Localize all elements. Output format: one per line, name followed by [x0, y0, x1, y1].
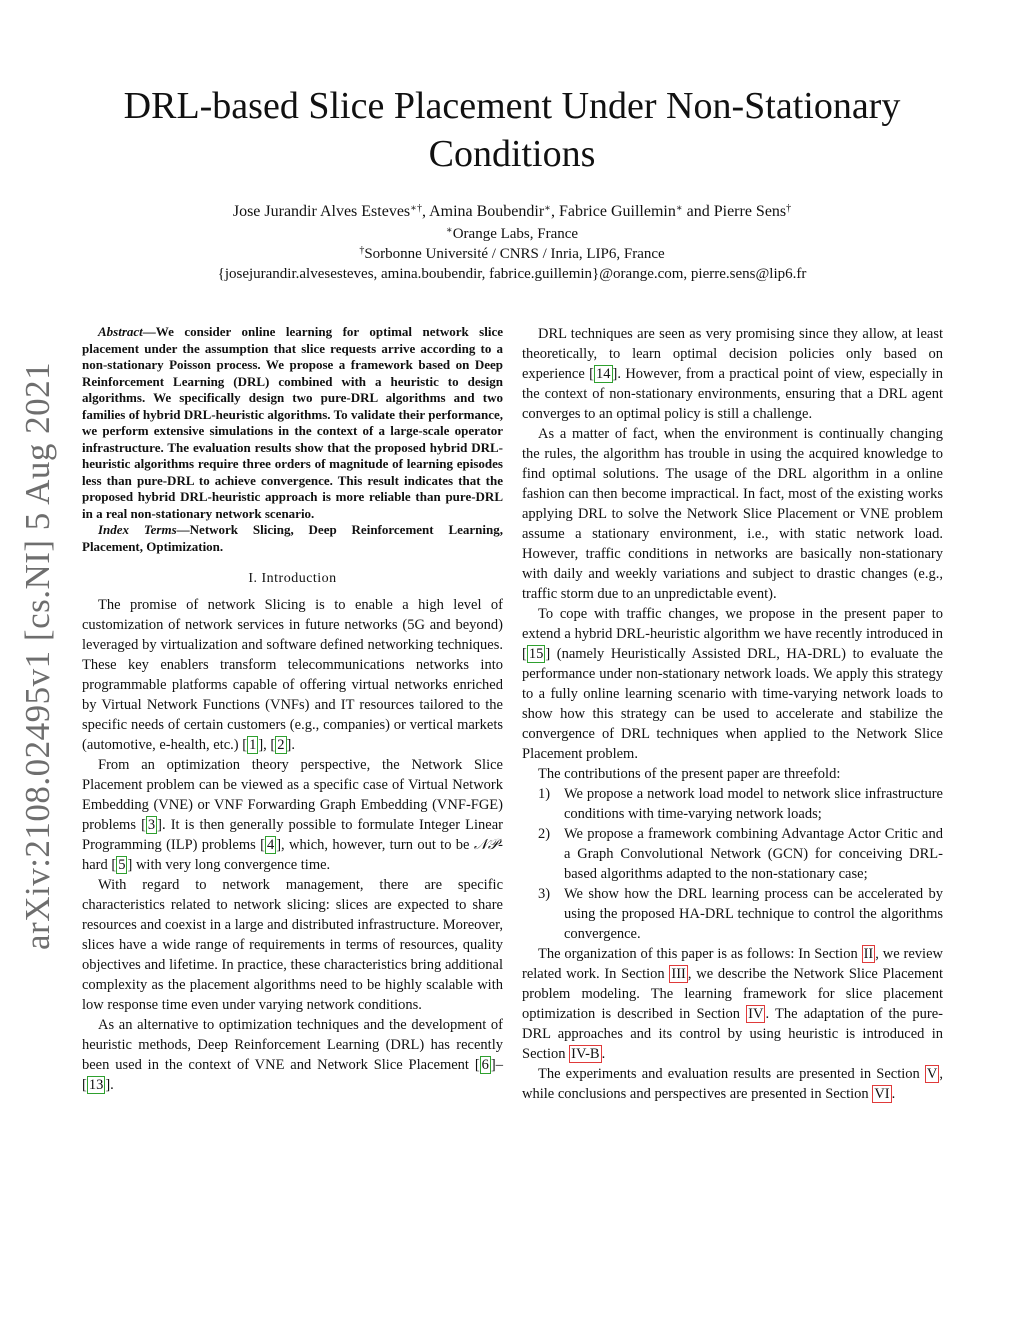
author-3: , Fabrice Guillemin [550, 203, 676, 220]
right-paragraph-1: DRL techniques are seen as very promising since they allow, at least theoretically, to learn optimal decision policies only based on experience [ 14 ]. However, from a practical point of view, especially in the context of non-stationary environments, ensuring that a DRL agent converges to an optimal policy is still a challenge. [522, 326, 943, 422]
citation-5[interactable]: 5 [118, 857, 126, 873]
org-text-c: , we describe the Network Slice Placement problem modeling. The learning framework for slice placement optimization is described in Section [522, 966, 943, 1022]
citation-4[interactable]: 4 [266, 837, 275, 853]
section-link-V[interactable]: V [926, 1066, 938, 1082]
author-list [60, 202, 964, 222]
intro-paragraph-4: As an alternative to optimization techniques and the development of heuristic methods, Deep Reinforcement Learning (DRL) has recently been used in the context of VNE and Network Slice Placement [ 6 ]–[ 13 ]. [82, 1017, 503, 1093]
intro-p2-text-e: with very long convergence time. [132, 857, 331, 873]
title-line-2: Conditions [428, 133, 596, 175]
org-text-a: The organization of this paper is as follows: In Section [538, 946, 862, 962]
org-text-b: , we review related work. In Section [522, 946, 943, 982]
title-line-1: DRL-based Slice Placement Under Non-Stationary [123, 85, 901, 127]
author-2-mark: ∗ [544, 203, 551, 214]
intro-paragraph-3: With regard to network management, there are specific characteristics related to network slicing: slices are expected to share resources and coexist in a large and distributed infrastructure. Moreover, slices have a wide range of requirements in terms of resources, quality objectives and lifetime. In practice, these characteristics bring additional complexity as the placement algorithms need to be highly scalable with low response time even under varying network conditions. [82, 877, 503, 1013]
citation-3[interactable]: 3 [147, 817, 156, 833]
affiliation-2 [60, 244, 964, 264]
organization-paragraph [522, 944, 943, 1064]
intro-paragraph-2: From an optimization theory perspective, the Network Slice Placement problem can be viewed as a specific case of Virtual Network Embedding (VNE) or VNF Forwarding Graph Embedding (VNF-FGE) problems [ 3 ]. It is then generally possible to formulate Integer Linear Programming (ILP) problems [ 4 ], which, however, turn out to be 𝒩𝒫-hard [ 5 ] with very long convergence time. [82, 757, 503, 873]
contribution-text: We show how the DRL learning process can be accelerated by using the proposed HA-DRL technique to control the algorithms convergence. [564, 886, 943, 942]
exp-text-b: , while conclusions and perspectives are presented in Section [522, 1066, 943, 1102]
author-3-mark: ∗ [675, 203, 683, 214]
index-terms [82, 522, 503, 555]
index-terms-label: Index Terms [98, 522, 177, 537]
citation-14[interactable]: 14 [596, 366, 611, 382]
contribution-number: 1) [538, 786, 551, 802]
contribution-item [522, 884, 943, 944]
arxiv-identifier: arXiv:2108.02495v1 [cs.NI] 5 Aug 2021 [18, 361, 57, 950]
intro-p4-text: As an alternative to optimization techniques and the development of heuristic methods, Deep Reinforcement Learning (DRL) has recently been used in the context of VNE and Network Slice Placement [82, 1017, 503, 1073]
author-emails: {josejurandir.alvesesteves, amina.boubendir, fabrice.guillemin}@orange.com, pierre.sens@lip6.fr [217, 266, 807, 282]
section-link-II[interactable]: II [863, 946, 874, 962]
contribution-number: 2) [538, 826, 551, 842]
author-4: and Pierre Sens [682, 203, 787, 220]
index-terms-text: —Network Slicing, Deep Reinforcement Learning, Placement, Optimization. [82, 522, 503, 554]
citation-6[interactable]: 6 [481, 1057, 489, 1073]
paper-title [60, 82, 964, 178]
affiliation-1-text: Orange Labs, France [452, 226, 579, 242]
contribution-text: We propose a framework combining Advantage Actor Critic and a Graph Convolutional Network (GCN) for conceiving DRL-based algorithms adapted to the non-stationary case; [564, 826, 943, 882]
exp-text-a: The experiments and evaluation results are presented in Section [538, 1066, 925, 1082]
contribution-item [522, 784, 943, 824]
section-link-IV-B[interactable]: IV-B [571, 1046, 600, 1062]
intro-p2-text-c: , which, however, turn out to be [281, 837, 474, 853]
right-p1-text-b: . However, from a practical point of view, especially in the context of non-stationary environments, ensuring that a DRL agent converges to an optimal policy is still a challenge. [522, 366, 943, 422]
section-link-VI[interactable]: VI [874, 1086, 890, 1102]
contribution-text: We propose a network load model to network slice infrastructure conditions with time-varying network loads; [564, 786, 943, 822]
section-link-III[interactable]: III [671, 966, 686, 982]
abstract-text: —We consider online learning for optimal network slice placement under the assumption that slice requests arrive according to a non-stationary Poisson process. We propose a framework based on Deep Reinforcement Learning (DRL) combined with a heuristic to design algorithms. We specifically design two pure-DRL algorithms and two families of hybrid DRL-heuristic algorithms. To validate their performance, we perform extensive simulations in the context of a large-scale operator infrastructure. The evaluation results show that the proposed hybrid DRL-heuristic algorithms require three orders of magnitude of learning episodes less than pure-DRL to achieve convergence. This result indicates that the proposed hybrid DRL-heuristic approach is more reliable than pure-DRL in a real non-stationary network scenario. [82, 324, 503, 521]
abstract [82, 324, 503, 522]
left-column [82, 324, 503, 1095]
right-column [522, 324, 943, 1104]
np-symbol: 𝒩𝒫 [473, 837, 499, 853]
contributions-intro: The contributions of the present paper are threefold: [538, 766, 841, 782]
intro-p2-text-d: -hard [82, 837, 503, 873]
org-text-e: . [601, 1046, 606, 1062]
contribution-item [522, 824, 943, 884]
right-paragraph-2: As a matter of fact, when the environment is continually changing the rules, the algorithm has trouble in using the acquired knowledge to find optimal solutions. The usage of the DRL algorithm in a online fashion can then become impractical. In fact, most of the existing works applying DRL to solve the Network Slice Placement or VNE problem assume a stationary environment, i.e., with static network load. However, traffic conditions in networks are basically non-stationary with daily and weekly variations and subject to drastic changes (e.g., traffic storm due to an unpredictable event). [522, 426, 943, 602]
author-1: Jose Jurandir Alves Esteves [232, 203, 411, 220]
experiments-paragraph [522, 1064, 943, 1104]
right-paragraph-3: To cope with traffic changes, we propose in the present paper to extend a hybrid DRL-heuristic algorithm we have recently introduced in [ 15 ] (namely Heuristically Assisted DRL, HA-DRL) to evaluate the performance under non-stationary network loads. We apply this strategy to a fully online learning scenario with time-varying network loads to show how this strategy can be used to accelerate and stabilize the convergence of DRL techniques when applied to the Network Slice Placement problem. [522, 606, 943, 762]
citation-2[interactable]: 2 [277, 737, 285, 753]
citation-15[interactable]: 15 [528, 646, 544, 662]
section-heading-introduction: I. Introduction [248, 571, 337, 586]
exp-text-c: . [891, 1086, 896, 1102]
intro-p2-text-b: . It is then generally possible to formulate Integer Linear Programming (ILP) problems [82, 817, 503, 853]
affiliation-1-mark: ∗ [445, 225, 453, 236]
citation-13[interactable]: 13 [88, 1077, 104, 1093]
contribution-number: 3) [538, 886, 551, 902]
author-1-mark: ∗† [410, 203, 422, 214]
right-p1-text-a: DRL techniques are seen as very promising since they allow, at least theoretically, to learn optimal decision policies only based on experience [522, 326, 943, 382]
intro-paragraph-1: The promise of network Slicing is to enable a high level of customization of network services in future networks (5G and beyond) leveraged by virtualization and software defined networking techniques. These key enablers transform telecommunications networks into programmable platforms capable of offering virtual networks enriched by Virtual Network Functions (VNFs) and IT resources tailored to the specific needs of certain customers (e.g., companies) or vertical markets (automotive, e-health, etc.) [ 1 ], [ 2 ]. [82, 597, 503, 753]
org-text-d: . The adaptation of the pure-DRL approaches and its control by using heuristic is introduced in Section [522, 1006, 944, 1062]
affiliation-1 [60, 224, 964, 244]
affiliation-2-mark: † [359, 245, 365, 256]
affiliation-2-text: Sorbonne Université / CNRS / Inria, LIP6, France [364, 246, 665, 262]
right-p3-text-a: To cope with traffic changes, we propose in the present paper to extend a hybrid DRL-heuristic algorithm we have recently introduced in [522, 606, 943, 642]
author-4-mark: † [786, 203, 792, 214]
citation-1[interactable]: 1 [249, 737, 257, 753]
intro-p2-text-a: From an optimization theory perspective, the Network Slice Placement problem can be viewed as a specific case of Virtual Network Embedding (VNE) or VNF Forwarding Graph Embedding (VNF-FGE) problems [82, 757, 503, 833]
author-2: , Amina Boubendir [421, 203, 545, 220]
right-p3-text-b: (namely Heuristically Assisted DRL, HA-DRL) to evaluate the performance under non-stationary network loads. We apply this strategy to a fully online learning scenario with time-varying network loads to show how this strategy can be used to accelerate and stabilize the convergence of DRL techniques when applied to the Network Slice Placement problem. [522, 646, 943, 762]
intro-p1-text: The promise of network Slicing is to enable a high level of customization of network services in future networks (5G and beyond) leveraged by virtualization and software defined networking techniques. These key enablers transform telecommunications networks into programmable platforms capable of offering virtual networks enriched by Virtual Network Functions (VNFs) and IT resources tailored to the specific needs of certain customers (e.g., companies) or vertical markets (automotive, e-health, etc.) [82, 597, 503, 753]
section-link-IV[interactable]: IV [748, 1006, 764, 1022]
abstract-label: Abstract [98, 324, 143, 339]
contributions-list [522, 784, 943, 944]
